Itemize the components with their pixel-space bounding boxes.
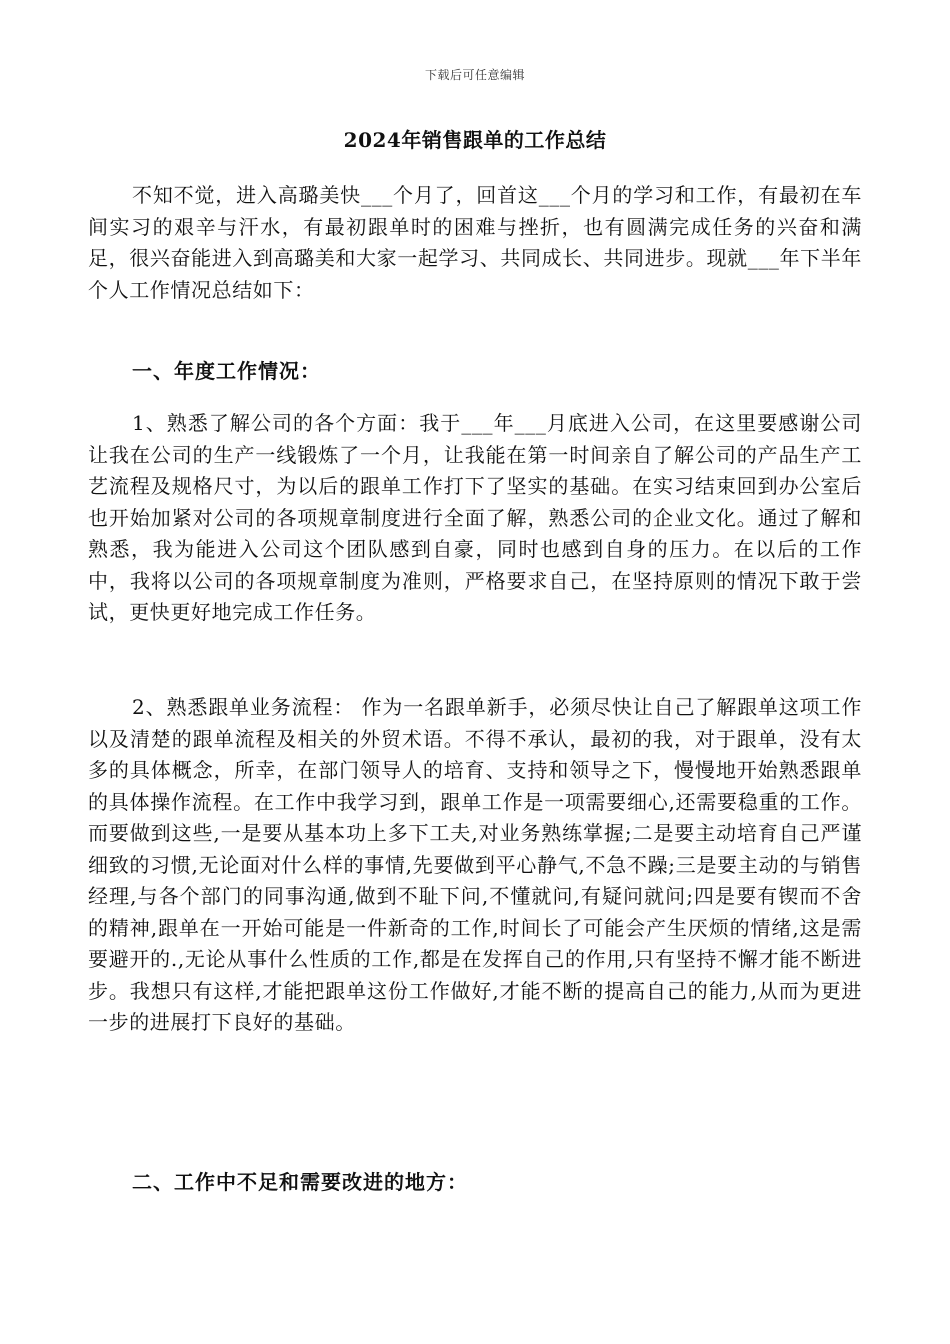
intro-paragraph: 不知不觉，进入高璐美快___个月了，回首这___个月的学习和工作，有最初在车间实习的艰辛与汗水，有最初跟单时的困难与挫折，也有圆满完成任务的兴奋和满足，很兴奋能进入到高璐美和大家一起学习、共同成长、共同进步。现就___年下半年个人工作情况总结如下：: [88, 183, 862, 302]
paragraph-item-2: 2、熟悉跟单业务流程： 作为一名跟单新手，必须尽快让自己了解跟单这项工作以及清楚的跟单流程及相关的外贸术语。不得不承认，最初的我，对于跟单，没有太多的具体概念，所幸，在部门领导人的培育、支持和领导之下，慢慢地开始熟悉跟单的具体操作流程。在工作中我学习到，跟单工作是一项需要细心,还需要稳重的工作。而要做到这些,一是要从基本功上多下工夫,对业务熟练掌握;二是要主动培育自己严谨细致的习惯,无论面对什么样的事情,先要做到平心静气,不急不躁;三是要主动的与销售经理,与各个部门的同事沟通,做到不耻下问,不懂就问,有疑问就问;四是要有锲而不舍的精神,跟单在一开始可能是一件新奇的工作,时间长了可能会产生厌烦的情绪,这是需要避开的.,无论从事什么性质的工作,都是在发挥自己的作用,只有坚持不懈才能不断进步。我想只有这样,才能把跟单这份工作做好,才能不断的提高自己的能力,从而为更进一步的进展打下良好的基础。: [88, 695, 862, 1034]
section-heading-improvements: 二、工作中不足和需要改进的地方：: [132, 1170, 468, 1194]
paragraph-item-1: 1、熟悉了解公司的各个方面：我于___年___月底进入公司，在这里要感谢公司让我在公司的生产一线锻炼了一个月，让我能在第一时间亲自了解公司的产品生产工艺流程及规格尺寸，为以后的跟单工作打下了坚实的基础。在实习结束回到办公室后也开始加紧对公司的各项规章制度进行全面了解，熟悉公司的企业文化。通过了解和熟悉，我为能进入公司这个团队感到自豪，同时也感到自身的压力。在以后的工作中，我将以公司的各项规章制度为准则，严格要求自己，在坚持原则的情况下敢于尝试，更快更好地完成工作任务。: [88, 411, 862, 624]
section-heading-annual-work: 一、年度工作情况：: [132, 359, 321, 383]
header-note: 下载后可任意编辑: [424, 68, 525, 82]
document-title: 2024年销售跟单的工作总结: [343, 128, 607, 152]
